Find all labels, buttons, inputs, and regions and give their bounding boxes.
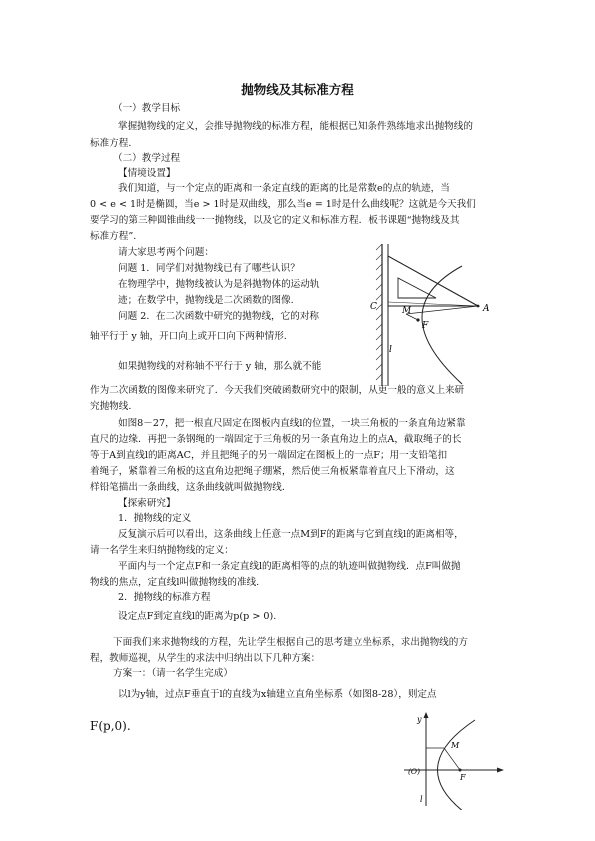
x-axis-arrow xyxy=(497,768,504,773)
page-title: 抛物线及其标准方程 xyxy=(241,82,354,97)
text-line: 等于A到直线l的距离AC，并且把绳子的另一端固定在图板上的一点F；用一支铅笔扣 xyxy=(90,450,448,461)
text-line: 样铅笔描出一条曲线，这条曲线就叫做抛物线. xyxy=(90,482,285,493)
text-line: 着绳子，紧靠着三角板的这直角边把绳子绷紧，然后使三角板紧靠着直尺上下滑动，这 xyxy=(90,466,455,477)
text-line: 直尺的边缘．再把一条钢绳的一端固定于三角板的另一条直角边上的点A，截取绳子的长 xyxy=(90,434,462,445)
figure-8-28 xyxy=(400,710,510,810)
text-line: 1．抛物线的定义 xyxy=(118,513,192,524)
text-line: 我们知道，与一个定点的距离和一条定直线的距离的比是常数e的点的轨迹，当 xyxy=(118,183,450,194)
label-a: A xyxy=(483,304,490,314)
text-line: 以l为y轴，过点F垂直于l的直线为x轴建立直角坐标系（如图8-28），则定点 xyxy=(118,689,437,700)
formula-line: F(p,0). xyxy=(90,719,131,733)
ruler-hatching xyxy=(376,244,382,380)
label-y: y xyxy=(417,715,422,724)
section-heading: 【情境设置】 xyxy=(118,168,176,179)
triangle-plate xyxy=(388,256,478,306)
text-line: 请大家思考两个问题： xyxy=(118,247,214,258)
text-line: 方案一：（请一名学生完成） xyxy=(113,668,233,679)
text-line: （一）教学目标 xyxy=(113,103,181,114)
text-line: 2．抛物线的标准方程 xyxy=(118,592,211,603)
label-m: M xyxy=(451,741,460,750)
triangle-inner xyxy=(398,278,436,298)
text-line: （二）教学过程 xyxy=(113,153,181,164)
point-a xyxy=(477,305,480,308)
text-line: 作为二次函数的图像来研究了．今天我们突破函数研究中的限制，从更一般的意义上来研 xyxy=(90,385,465,396)
label-origin: (O) xyxy=(408,767,421,776)
text-line: 问题 2．在二次函数中研究的抛物线，它的对称 xyxy=(118,311,320,322)
text-line: 轴平行于 y 轴，开口向上或开口向下两种情形. xyxy=(90,331,287,342)
label-f: F xyxy=(460,773,466,782)
label-c: C xyxy=(370,302,377,312)
section-heading: 【探索研究】 xyxy=(118,498,176,509)
label-l: l xyxy=(420,795,423,804)
text-line: 在物理学中，抛物线被认为是斜抛物体的运动轨 xyxy=(118,279,320,290)
definition-line: 物线的焦点，定直线l叫做抛物线的准线. xyxy=(90,577,260,588)
text-line: 掌握抛物线的定义，会推导抛物线的标准方程，能根据已知条件熟练地求出抛物线的 xyxy=(118,121,473,132)
figure-8-27 xyxy=(342,244,522,389)
text-line: 如图8－27，把一根直尺固定在图板内直线l的位置，一块三角板的一条直角边紧靠 xyxy=(118,418,466,429)
text-line: 标准方程”. xyxy=(90,231,137,242)
text-line: 反复演示后可以看出，这条曲线上任意一点M到F的距离与它到直线l的距离相等， xyxy=(118,529,464,540)
label-l: l xyxy=(389,345,392,355)
text-line: 究抛物线. xyxy=(90,401,132,412)
text-line: 设定点F到定直线l的距离为p(p > 0). xyxy=(118,611,277,622)
text-line: 程，教师巡视，从学生的求法中归纳出以下几种方案： xyxy=(90,653,321,664)
label-f: F xyxy=(422,321,429,331)
text-line: 下面我们来求抛物线的方程，先让学生根据自己的思考建立坐标系，求出抛物线的方 xyxy=(113,637,468,648)
text-line: 标准方程. xyxy=(90,138,132,149)
y-axis-arrow xyxy=(424,712,429,718)
focal-segment xyxy=(444,748,460,770)
label-m: M xyxy=(402,306,412,316)
text-line: 请一名学生来归纳抛物线的定义： xyxy=(90,545,234,556)
text-line: 0 < e < 1时是椭圆，当e > 1时是双曲线，那么当e = 1时是什么曲线呢？这就是今天我们 xyxy=(90,199,476,210)
text-line: 问题 1．同学们对抛物线已有了哪些认识？ xyxy=(118,263,300,274)
definition-line: 平面内与一个定点F和一条定直线l的距离相等的点的轨迹叫做抛物线．点F叫做抛 xyxy=(118,561,461,572)
text-line: 如果抛物线的对称轴不平行于 y 轴，那么就不能 xyxy=(118,361,322,372)
text-line: 迹；在数学中，抛物线是二次函数的图像. xyxy=(118,295,294,306)
focus-point xyxy=(459,769,462,772)
text-line: 要学习的第三种圆锥曲线一一抛物线，以及它的定义和标准方程．板书课题“抛物线及其 xyxy=(90,215,460,226)
string xyxy=(406,306,478,314)
focus-point xyxy=(416,318,419,321)
